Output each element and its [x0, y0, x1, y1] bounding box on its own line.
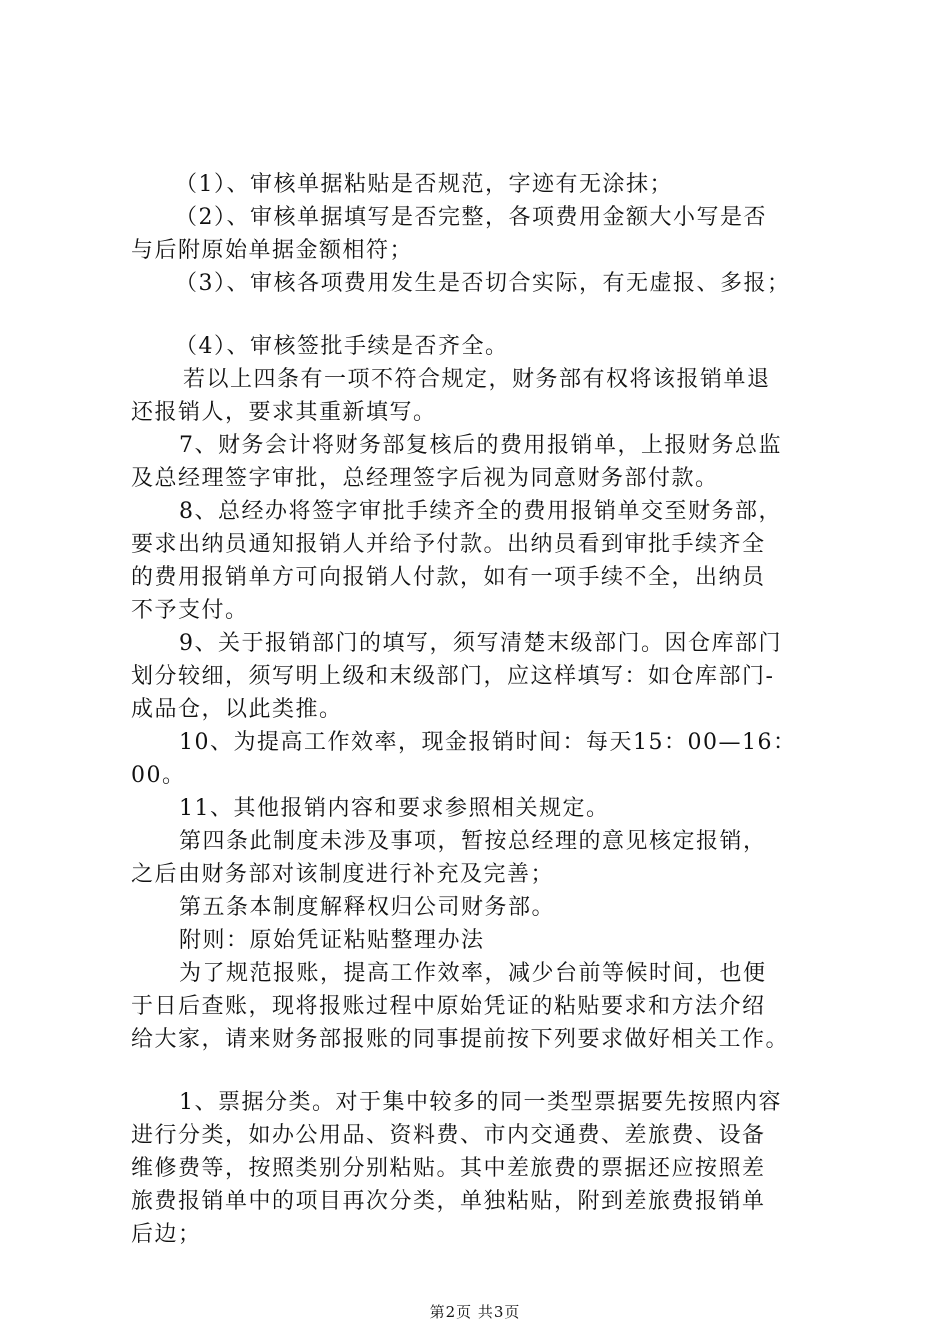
text-line: 及总经理签字审批，总经理签字后视为同意财务部付款。 [131, 466, 719, 491]
text-line: （4）、审核签批手续是否齐全。 [175, 334, 509, 359]
text-line: 8、总经办将签字审批手续齐全的费用报销单交至财务部， [179, 499, 782, 524]
text-line: 与后附原始单据金额相符； [131, 238, 414, 263]
text-line: 11、其他报销内容和要求参照相关规定。 [179, 796, 610, 821]
text-line: 后边； [131, 1222, 202, 1247]
text-line: （1）、审核单据粘贴是否规范，字迹有无涂抹； [175, 172, 673, 197]
text-line: 7、财务会计将财务部复核后的费用报销单，上报财务总监 [179, 433, 782, 458]
text-line: 00。 [131, 763, 186, 788]
text-line: 第四条此制度未涉及事项，暂按总经理的意见核定报销， [179, 829, 767, 854]
text-line: 划分较细，须写明上级和末级部门，应这样填写：如仓库部门- [131, 664, 775, 689]
text-line: 的费用报销单方可向报销人付款，如有一项手续不全，出纳员 [131, 565, 766, 590]
page-number-footer: 第2页 共3页 [429, 1303, 521, 1321]
text-line: （2）、审核单据填写是否完整，各项费用金额大小写是否 [175, 205, 767, 230]
text-line: 成品仓，以此类推。 [131, 697, 343, 722]
text-line: 为了规范报账，提高工作效率，减少台前等候时间，也便 [179, 961, 767, 986]
text-line: 附则：原始凭证粘贴整理办法 [179, 928, 485, 953]
text-line: 9、关于报销部门的填写，须写清楚末级部门。因仓库部门 [179, 631, 782, 656]
text-line: 若以上四条有一项不符合规定，财务部有权将该报销单退 [183, 367, 771, 392]
document-body [131, 168, 841, 1251]
text-line: 不予支付。 [131, 598, 249, 623]
text-line: 第五条本制度解释权归公司财务部。 [179, 895, 556, 920]
text-line: 还报销人，要求其重新填写。 [131, 400, 437, 425]
text-line: 旅费报销单中的项目再次分类，单独粘贴，附到差旅费报销单 [131, 1189, 766, 1214]
text-line: （3）、审核各项费用发生是否切合实际，有无虚报、多报； [175, 271, 791, 296]
text-line: 要求出纳员通知报销人并给予付款。出纳员看到审批手续齐全 [131, 532, 766, 557]
text-line: 进行分类，如办公用品、资料费、市内交通费、差旅费、设备 [131, 1123, 766, 1148]
text-line: 10、为提高工作效率，现金报销时间：每天15：00—16： [179, 730, 797, 755]
text-line: 给大家，请来财务部报账的同事提前按下列要求做好相关工作。 [131, 1027, 790, 1052]
text-line: 之后由财务部对该制度进行补充及完善； [131, 862, 555, 887]
text-line: 1、票据分类。对于集中较多的同一类型票据要先按照内容 [179, 1090, 782, 1115]
text-line: 于日后查账，现将报账过程中原始凭证的粘贴要求和方法介绍 [131, 994, 766, 1019]
text-line: 维修费等，按照类别分别粘贴。其中差旅费的票据还应按照差 [131, 1156, 766, 1181]
